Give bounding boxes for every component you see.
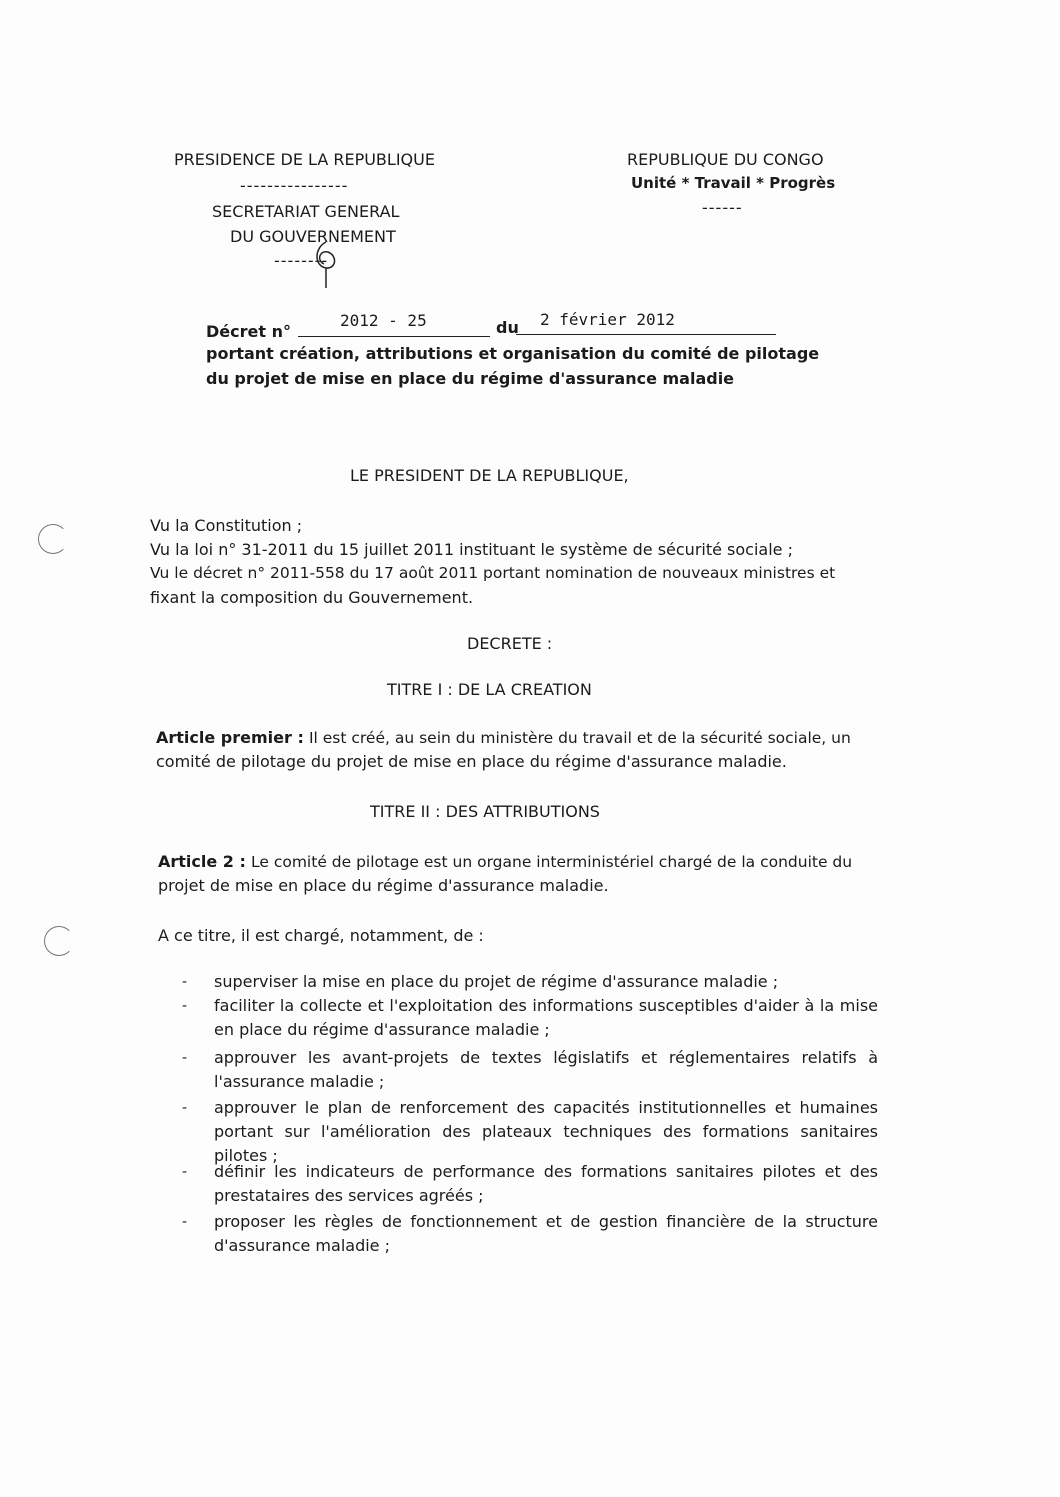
titre-1-heading: TITRE I : DE LA CREATION xyxy=(387,680,592,699)
titre-2-heading: TITRE II : DES ATTRIBUTIONS xyxy=(370,802,600,821)
list-item-text: définir les indicateurs de performance des formations sanitaires pilotes et des prestataires des services agréés ; xyxy=(214,1162,878,1205)
bullet-dash: - xyxy=(182,998,188,1014)
decree-du-label: du xyxy=(496,318,519,337)
header-left-line2: SECRETARIAT GENERAL xyxy=(212,202,400,221)
visa-decret: Vu le décret n° 2011-558 du 17 août 2011 portant nomination de nouveaux ministres et xyxy=(150,564,836,582)
list-item xyxy=(182,1210,882,1260)
list-item-text: approuver le plan de renforcement des capacités institutionnelles et humaines portant sur l'amélioration des plateaux techniques des formations sanitaires pilotes ; xyxy=(214,1098,878,1165)
decree-date-underline xyxy=(516,334,776,335)
punch-hole-top xyxy=(38,524,68,554)
bullet-dash: - xyxy=(182,974,188,990)
header-right-line1: REPUBLIQUE DU CONGO xyxy=(627,150,824,169)
article-1-label: Article premier : xyxy=(156,728,304,747)
header-left-line3: DU GOUVERNEMENT xyxy=(230,227,396,246)
bullet-dash: - xyxy=(182,1214,188,1230)
list-item-text: proposer les règles de fonctionnement et de gestion financière de la structure d'assurance maladie ; xyxy=(214,1212,878,1255)
decree-label: Décret n° xyxy=(206,322,291,341)
header-left-dashes-2: -------- xyxy=(274,251,329,270)
decree-number: 2012 - 25 xyxy=(340,311,427,330)
decree-subject-line2: du projet de mise en place du régime d'assurance maladie xyxy=(206,369,735,388)
list-item xyxy=(182,1046,882,1096)
article-2-line2: projet de mise en place du régime d'assurance maladie. xyxy=(158,876,609,895)
attributions-intro: A ce titre, il est chargé, notamment, de : xyxy=(158,926,484,945)
header-right-motto: Unité * Travail * Progrès xyxy=(631,174,836,192)
visa-decret-cont: fixant la composition du Gouvernement. xyxy=(150,588,474,607)
bullet-dash: - xyxy=(182,1100,188,1116)
decree-number-underline xyxy=(298,336,490,337)
bullet-dash: - xyxy=(182,1164,188,1180)
list-item-text: approuver les avant-projets de textes législatifs et réglementaires relatifs à l'assurance maladie ; xyxy=(214,1048,878,1091)
article-2-text: Le comité de pilotage est un organe interministériel chargé de la conduite du xyxy=(251,853,853,871)
list-item xyxy=(182,1160,882,1210)
decree-subject-line1: portant création, attributions et organisation du comité de pilotage xyxy=(206,344,820,363)
article-1-text: Il est créé, au sein du ministère du travail et de la sécurité sociale, un xyxy=(308,729,851,747)
decrete-heading: DECRETE : xyxy=(467,634,553,653)
article-2-label: Article 2 : xyxy=(158,852,246,871)
list-item xyxy=(182,970,882,996)
bullet-dash: - xyxy=(182,1050,188,1066)
article-2-line1 xyxy=(158,852,852,871)
punch-hole-bottom xyxy=(44,926,74,956)
header-left-dashes: ---------------- xyxy=(240,176,349,195)
list-item-text: faciliter la collecte et l'exploitation des informations susceptibles d'aider à la mise en place du régime d'assurance maladie ; xyxy=(214,996,878,1039)
list-item xyxy=(182,994,882,1044)
initials-signature xyxy=(306,238,346,290)
visa-loi: Vu la loi n° 31-2011 du 15 juillet 2011 instituant le système de sécurité sociale ; xyxy=(150,540,793,559)
visa-constitution: Vu la Constitution ; xyxy=(150,516,303,535)
list-item xyxy=(182,1096,882,1170)
article-1-line1 xyxy=(156,728,851,747)
decree-date: 2 février 2012 xyxy=(540,310,675,329)
president-heading: LE PRESIDENT DE LA REPUBLIQUE, xyxy=(350,466,629,485)
header-right-dashes: ------ xyxy=(702,198,743,217)
list-item-text: superviser la mise en place du projet de régime d'assurance maladie ; xyxy=(214,972,779,991)
article-1-line2: comité de pilotage du projet de mise en place du régime d'assurance maladie. xyxy=(156,752,787,771)
header-left-line1: PRESIDENCE DE LA REPUBLIQUE xyxy=(174,150,435,169)
